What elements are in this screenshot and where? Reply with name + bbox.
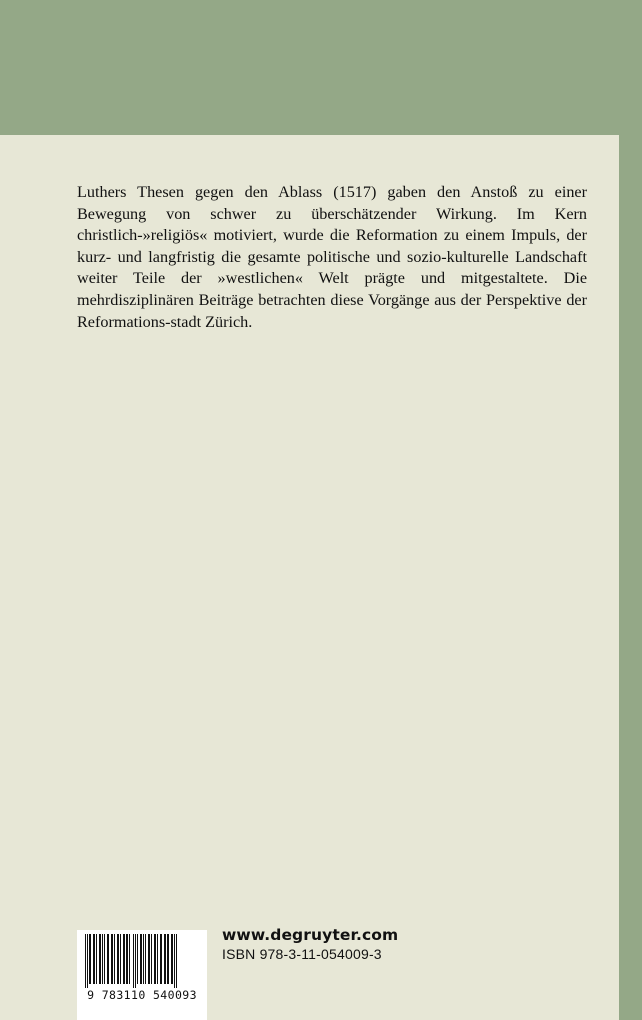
barcode-bar: [114, 934, 115, 984]
blurb-text: Luthers Thesen gegen den Ablass (1517) gaben den Anstoß zu einer Bewegung von schwer zu überschätzender Wirkung. Im Kern christlich-»religiös« motiviert, wurde die Reformation zu einem Impuls, der kurz- und langfristig die gesamte politische und sozio-kulturelle Landschaft weiter Teile der »westlichen« Welt prägte und mitgestaltete. Die mehrdisziplinären Beiträge betrachten diese Vorgänge aus der Perspektive der Reformations-stadt Zürich.: [77, 183, 587, 331]
publisher-url[interactable]: www.degruyter.com: [222, 926, 399, 944]
barcode-bar: [96, 934, 97, 984]
barcode-bar: [85, 934, 86, 988]
barcode-bar: [102, 934, 103, 984]
barcode-bar: [143, 934, 144, 984]
barcode: [77, 930, 207, 1020]
barcode-bar: [176, 934, 177, 988]
barcode-icon: [83, 934, 201, 988]
barcode-bar: [167, 934, 169, 984]
barcode-bar: [89, 934, 91, 984]
barcode-bar: [145, 934, 146, 984]
barcode-bar: [148, 934, 150, 984]
barcode-bar: [160, 934, 162, 984]
barcode-bar: [133, 934, 134, 988]
barcode-bar: [137, 934, 138, 984]
barcode-bar: [151, 934, 152, 984]
barcode-bar: [107, 934, 109, 984]
barcode-digits: 9 783110 540093: [87, 988, 197, 1002]
barcode-bar: [129, 934, 130, 984]
isbn-text: ISBN 978-3-11-054009-3: [222, 946, 382, 962]
barcode-bar: [171, 934, 173, 984]
barcode-bar: [126, 934, 128, 984]
barcode-bar: [104, 934, 105, 984]
spine-edge: [619, 135, 642, 1020]
barcode-bar: [111, 934, 113, 984]
barcode-bar: [87, 934, 88, 988]
barcode-bar: [140, 934, 142, 984]
barcode-bar: [120, 934, 121, 984]
barcode-bar: [164, 934, 166, 984]
barcode-bar: [157, 934, 158, 984]
barcode-bar: [154, 934, 156, 984]
barcode-bar: [135, 934, 136, 988]
top-band: [0, 0, 642, 135]
barcode-bar: [117, 934, 119, 984]
barcode-bar: [174, 934, 175, 988]
barcode-bar: [99, 934, 101, 984]
barcode-bar: [93, 934, 95, 984]
barcode-bar: [123, 934, 125, 984]
